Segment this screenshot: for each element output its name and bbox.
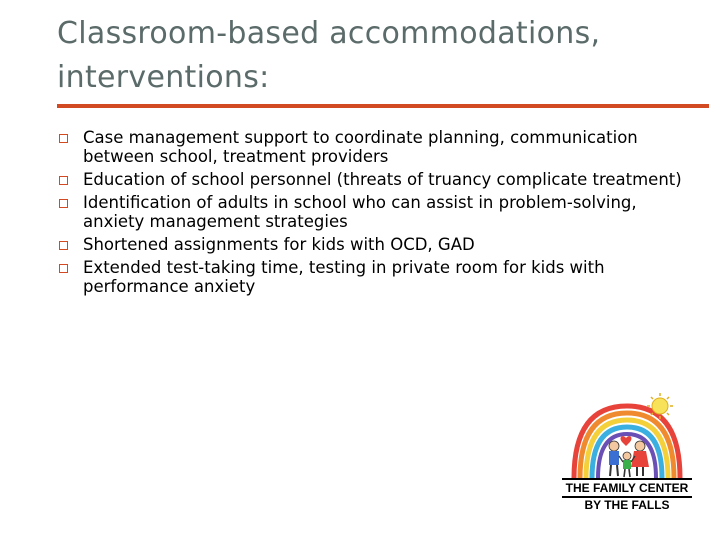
title-divider: [57, 104, 709, 108]
square-bullet-icon: [59, 134, 68, 143]
slide-title: [57, 12, 697, 100]
title-line-1: Classroom-based accommodations,: [57, 16, 601, 51]
bullet-text: Education of school personnel (threats of truancy complicate treatment): [83, 170, 682, 189]
square-bullet-icon: [59, 176, 68, 185]
bullet-text: Identification of adults in school who can assist in problem-solving, anxiety management strategies: [83, 193, 637, 231]
bullet-item: [57, 193, 697, 231]
bullet-item: [57, 235, 697, 254]
family-center-logo: [562, 392, 692, 520]
bullet-item: [57, 258, 697, 296]
rainbow-family-icon: [562, 392, 692, 480]
square-bullet-icon: [59, 241, 68, 250]
bullet-item: [57, 170, 697, 189]
square-bullet-icon: [59, 199, 68, 208]
title-line-2: interventions:: [57, 60, 270, 95]
bullet-list: [57, 128, 697, 300]
square-bullet-icon: [59, 264, 68, 273]
bullet-text: Shortened assignments for kids with OCD, GAD: [83, 235, 475, 254]
logo-text: [562, 478, 692, 512]
bullet-item: [57, 128, 697, 166]
bullet-text: Case management support to coordinate planning, communication between school, treatment providers: [83, 128, 638, 166]
bullet-text: Extended test-taking time, testing in private room for kids with performance anxiety: [83, 258, 605, 296]
logo-line-2: BY THE FALLS: [584, 498, 670, 512]
logo-line-1: THE FAMILY CENTER: [562, 478, 692, 498]
